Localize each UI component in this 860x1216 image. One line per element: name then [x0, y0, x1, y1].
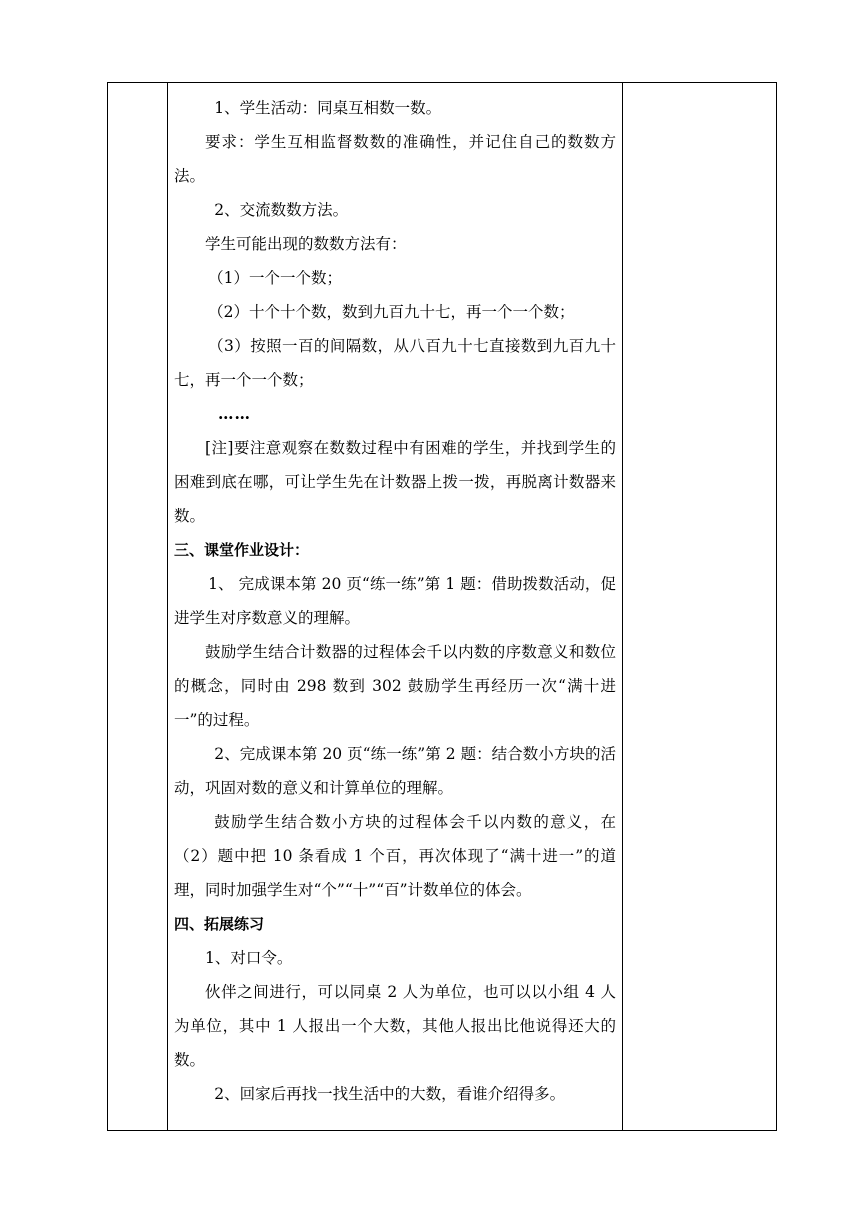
content-body	[168, 83, 622, 1111]
section-heading: 四、拓展练习	[174, 915, 265, 933]
paragraph: （2）十个十个数，数到九百九十七，再一个一个数；	[208, 303, 575, 321]
paragraph: 1、学生活动：同桌互相数一数。	[214, 99, 442, 117]
paragraph: 2、完成课本第 20 页“练一练”第 2 题：结合数小方块的活动，巩固对数的意义和计算单位的理解。	[174, 745, 616, 797]
paragraph: 1、 完成课本第 20 页“练一练”第 1 题：借助拨数活动，促进学生对序数意义的理解。	[174, 575, 616, 627]
section-heading: 三、课堂作业设计：	[174, 541, 310, 559]
notes-column-cell	[623, 83, 777, 1131]
paragraph: ……	[218, 404, 251, 423]
paragraph: （1）一个一个数；	[208, 269, 342, 287]
paragraph: 2、交流数数方法。	[214, 201, 349, 219]
lesson-table	[107, 82, 777, 1131]
paragraph: 鼓励学生结合计数器的过程体会千以内数的序数意义和数位的概念，同时由 298 数到 302 鼓励学生再经历一次“满十进一”的过程。	[174, 643, 616, 729]
paragraph: 鼓励学生结合数小方块的过程体会千以内数的意义，在（2）题中把 10 条看成 1 个百，再次体现了“满十进一”的道理，同时加强学生对“个”“十”“百”计数单位的体会。	[174, 813, 616, 899]
content-cell	[168, 83, 623, 1131]
paragraph: （3）按照一百的间隔数，从八百九十七直接数到九百九十七，再一个一个数；	[174, 337, 616, 389]
paragraph: 要求：学生互相监督数数的准确性，并记住自己的数数方法。	[174, 133, 616, 185]
paragraph: [注]要注意观察在数数过程中有困难的学生，并找到学生的困难到底在哪，可让学生先在计数器上拨一拨，再脱离计数器来数。	[174, 439, 616, 525]
paragraph: 2、回家后再找一找生活中的大数，看谁介绍得多。	[214, 1085, 566, 1103]
paragraph: 伙伴之间进行，可以同桌 2 人为单位，也可以以小组 4 人为单位，其中 1 人报出一个大数，其他人报出比他说得还大的数。	[174, 983, 616, 1069]
paragraph: 1、对口令。	[205, 949, 293, 967]
left-column-cell	[108, 83, 168, 1131]
paragraph: 学生可能出现的数数方法有：	[205, 235, 407, 253]
table-row	[108, 83, 777, 1131]
